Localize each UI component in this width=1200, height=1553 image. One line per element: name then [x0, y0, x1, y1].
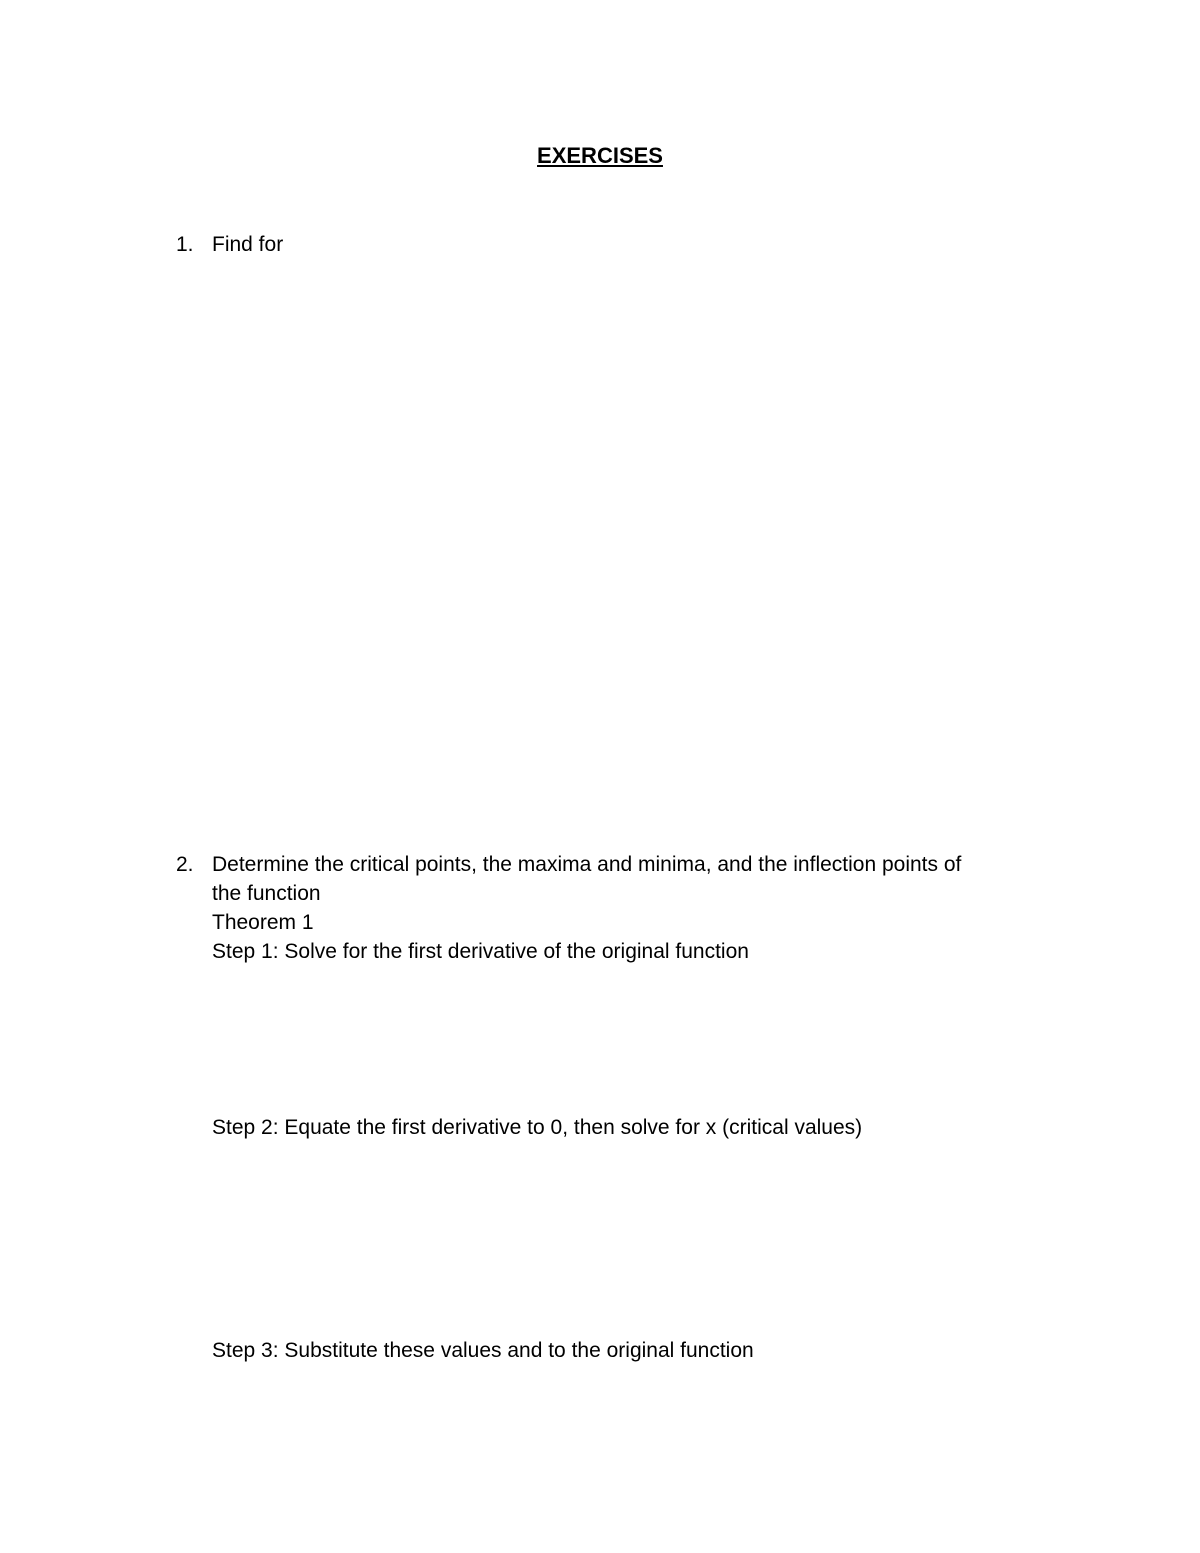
exercise-2-line-1: Determine the critical points, the maxima and minima, and the inflection points of [212, 853, 962, 876]
step-2-text: Step 2: Equate the first derivative to 0, then solve for x (critical values) [212, 1116, 863, 1139]
exercise-2-number: 2. [176, 853, 194, 876]
exercise-1-number: 1. [176, 233, 194, 256]
exercise-2-body [212, 850, 1072, 966]
step-1-text: Step 1: Solve for the first derivative of the original function [212, 940, 749, 963]
exercise-2 [176, 850, 1076, 970]
theorem-label: Theorem 1 [212, 911, 314, 934]
exercise-1 [176, 230, 1076, 259]
exercise-2-line-2: the function [212, 882, 321, 905]
page-title: EXERCISES [537, 143, 663, 168]
exercise-1-text: Find for [212, 233, 284, 256]
step-3-text: Step 3: Substitute these values and to the original function [212, 1339, 754, 1362]
